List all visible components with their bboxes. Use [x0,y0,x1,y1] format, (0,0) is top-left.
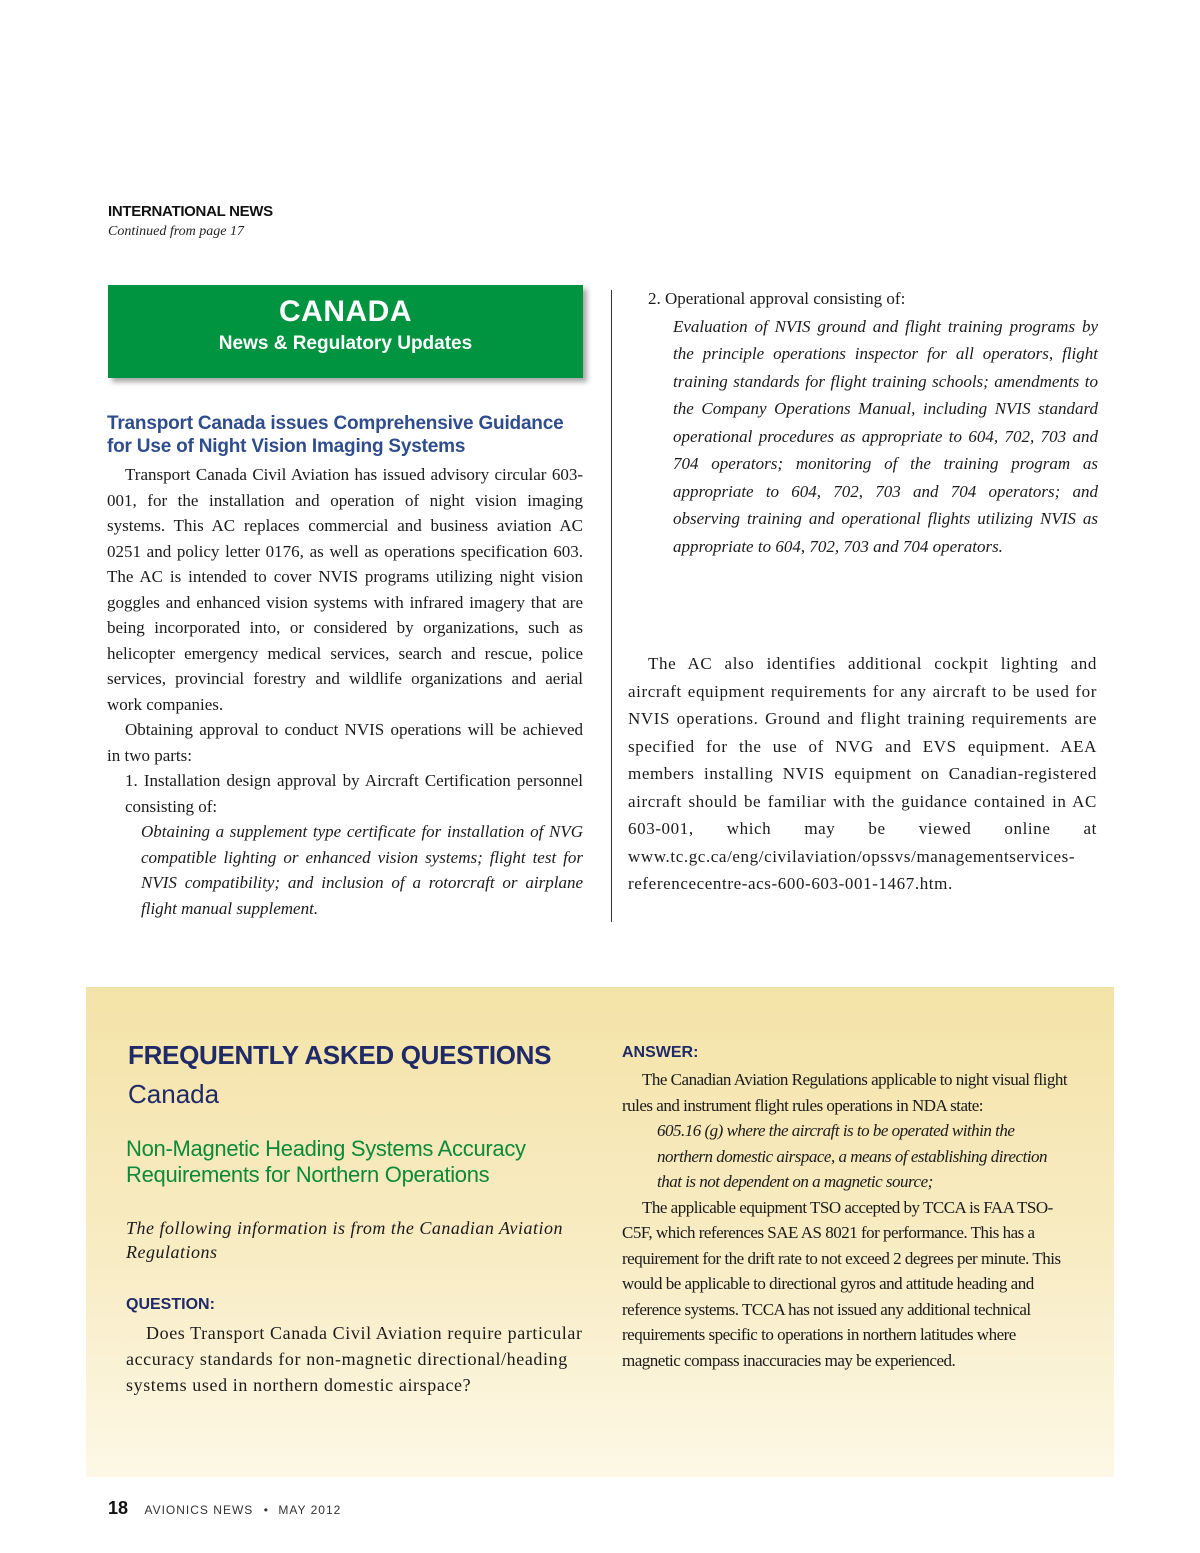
list-item: 1. Installation design approval by Aircraft Certification personnel consisting of: [125,771,583,816]
answer-label: ANSWER: [622,1044,699,1061]
issue-date: MAY 2012 [278,1503,342,1517]
question-label: QUESTION: [126,1296,215,1313]
publication-name: AVIONICS NEWS [144,1503,254,1517]
banner-subtitle: News & Regulatory Updates [218,333,473,354]
answer-text [622,1067,1072,1373]
banner-title: CANADA [279,295,412,328]
canada-banner [108,285,583,378]
article-paragraph: The AC also identifies additional cockpit lighting and aircraft equipment requirements for any aircraft to be used for NVIS operations. Ground and flight training requirements are specified for the use of NVG and EVS equipment. AEA members installing NVIS equipment on Canadian-registered aircraft should be familiar with the guidance contained in AC 603-001, which may be viewed online at www.tc.gc.ca/eng/civilaviation/opssvs/managementservices-referencecentre-acs-600-603-001-1467.htm. [628,654,1097,893]
answer-quote: 605.16 (g) where the aircraft is to be operated within the northern domestic airspace, a means of establishing direction that is not dependent on a magnetic source; [657,1121,1048,1191]
footer-separator: • [263,1503,268,1517]
list-item: 2. Operational approval consisting of: [648,289,906,308]
article-headline: Transport Canada issues Comprehensive Guidance for Use of Night Vision Imaging Systems [107,413,564,457]
section-label: INTERNATIONAL NEWS [108,203,273,220]
faq-title: FREQUENTLY ASKED QUESTIONS [128,1040,552,1070]
page-footer [108,1498,341,1519]
answer-paragraph: The Canadian Aviation Regulations applicable to night visual flight rules and instrument flight rules operations in NDA state: [622,1070,1068,1115]
page-number: 18 [108,1498,129,1518]
article-paragraph: Transport Canada Civil Aviation has issued advisory circular 603-001, for the installation and operation of night vision imaging systems. This AC replaces commercial and business aviation AC 0251 and policy letter 0176, as well as operations specification 603. The AC is intended to cover NVIS programs utilizing night vision goggles and enhanced vision systems with infrared imagery that are being incorporated into, or considered by organizations, such as helicopter emergency medical services, search and rescue, police services, provincial forestry and wildlife organizations and aerial work companies. [107,465,583,714]
question-text: Does Transport Canada Civil Aviation require particular accuracy standards for non-magnetic directional/heading systems used in northern domestic airspace? [126,1323,583,1395]
faq-topic: Non-Magnetic Heading Systems Accuracy Requirements for Northern Operations [126,1136,526,1187]
article-body-left [107,462,583,921]
list-item-detail: Evaluation of NVIS ground and flight training programs by the principle operations inspector for all operators, flight training standards for flight training schools; amendments to the Company Operations Manual, including NVIS standard operational procedures as appropriate to 604, 702, 703 and 704 operators; monitoring of the training program as appropriate to 604, 702, 703 and 704 operators; and observing training and operational flights utilizing NVIS as appropriate to 604, 702, 703 and 704 operators. [673,316,1098,556]
answer-paragraph: The applicable equipment TSO accepted by TCCA is FAA TSO-C5F, which references SAE AS 8021 for performance. This has a requirement for the drift rate to not exceed 2 degrees per minute. This would be applicable to directional gyros and attitude heading and reference systems. TCCA has not issued any additional technical requirements specific to operations in northern latitudes where magnetic compass inaccuracies may be experienced. [622,1197,1061,1370]
article-paragraph: Obtaining approval to conduct NVIS operations will be achieved in two parts: [107,720,583,765]
list-item-detail: Obtaining a supplement type certificate for installation of NVG compatible lighting or enhanced vision systems; flight test for NVIS compatibility; and inclusion of a rotorcraft or airplane flight manual supplement. [141,822,583,918]
faq-intro: The following information is from the Canadian Aviation Regulations [126,1218,564,1262]
article-body-right [648,285,1098,560]
continued-note: Continued from page 17 [108,224,244,239]
faq-region: Canada [128,1079,220,1109]
column-divider [611,290,612,922]
